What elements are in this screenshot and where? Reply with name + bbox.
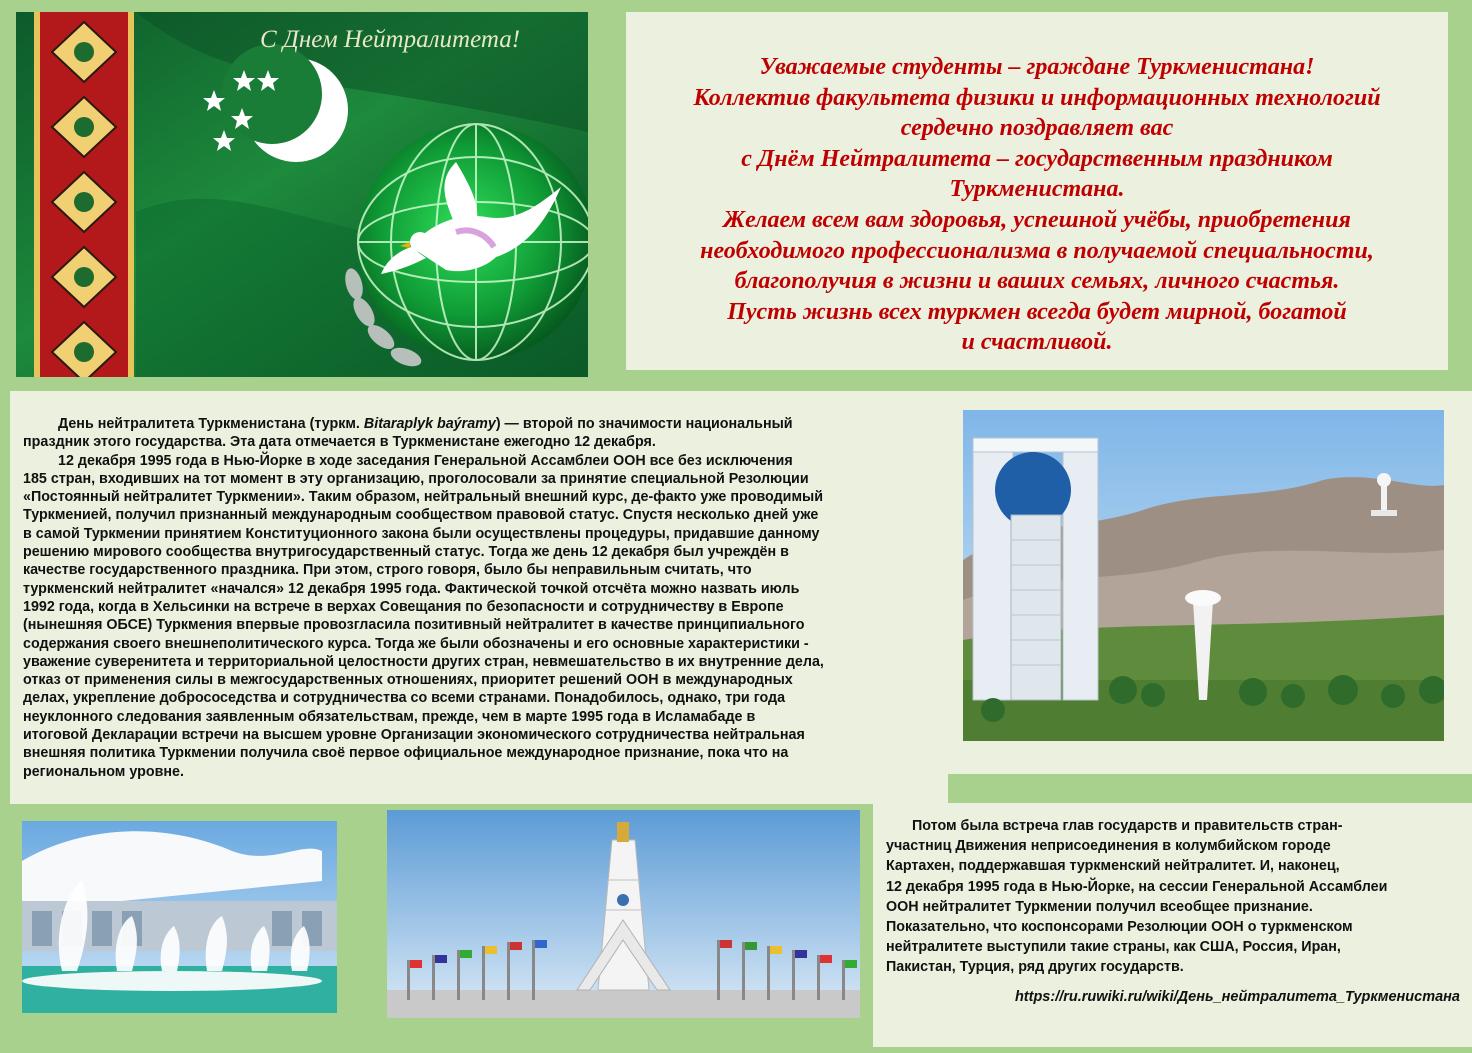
article-line: 185 стран, входивших на тот момент в эту организацию, проголосовали за принятие специальной Резолюции <box>23 470 809 487</box>
article-line: решению мирового сообщества внутригосударственный статус. Тогда же день 12 декабря был учреждён в <box>23 544 789 561</box>
bottom-line: Картахен, поддержавшая туркменский нейтралитет. И, наконец, <box>886 858 1340 875</box>
article-panel <box>10 391 948 804</box>
bottom-line: 12 декабря 1995 года в Нью-Йорке, на сессии Генеральной Ассамблеи <box>886 878 1388 895</box>
bottom-line: Показательно, что коспонсорами Резолюции ООН о туркменском <box>886 919 1353 936</box>
article-line: туркменский нейтралитет «начался» 12 декабря 1995 года. Фактической точкой отсчёта можно назвать июль <box>23 580 800 597</box>
article-line: 1992 года, когда в Хельсинки на встрече в верхах Совещания по безопасности и сотрудничеству в Европе <box>23 598 784 615</box>
article-line: отказ от применения силы в межгосударственных отношениях, приоритет решений ООН в международных <box>23 672 793 689</box>
article-line: в самой Туркмении принятием Конституционного закона были осуществлены процедуры, придавшие данному <box>23 525 820 542</box>
neutrality-day-banner <box>16 12 588 377</box>
article-text: ) — второй по значимости национальный <box>495 416 793 432</box>
greeting-line: Туркменистана. <box>949 176 1125 203</box>
greeting-line: сердечно поздравляет вас <box>900 115 1174 142</box>
greeting-line: и счастливой. <box>961 329 1113 356</box>
article-line: уважение суверенитета и территориальной целостности других стран, невмешательство в их внутренние дела, <box>23 653 824 670</box>
article-line: (нынешняя ОБСЕ) Туркмения впервые провозгласила позитивный нейтралитет в качестве принципиального <box>23 617 805 634</box>
article-line: итоговой Декларации встречи на высшем уровне Организации экономического сотрудничества нейтральная <box>23 727 805 744</box>
article-line: содержания своего внешнеполитического курса. Тогда же были обозначены и его основные характеристики - <box>23 635 809 652</box>
article-line: делах, укрепление добрососедства и сотрудничества со всеми странами. Понадобилось, однако, три года <box>23 690 786 707</box>
greeting-panel <box>626 12 1448 370</box>
article-line: региональном уровне. <box>23 763 184 780</box>
banner-caption: С Днем Нейтралитета! <box>260 26 521 53</box>
greeting-line: с Днём Нейтралитета – государственным праздником <box>741 145 1333 172</box>
article-line: внешняя политика Туркмении получила своё первое официальное международное признание, пока что на <box>23 745 789 762</box>
article-line: Туркменией, получил признанный международным сообществом правовой статус. Спустя несколько дней уже <box>23 507 819 524</box>
greeting-line: благополучия в жизни и ваших семьях, личного счастья. <box>734 268 1340 295</box>
article-term: Bitaraplyk baýramy <box>363 416 496 432</box>
source-link[interactable]: https://ru.ruwiki.ru/wiki/День_нейтралитета_Туркменистана <box>1014 989 1460 1005</box>
article-line: 12 декабря 1995 года в Нью-Йорке в ходе заседания Генеральной Ассамблеи ООН все без исключения <box>58 452 793 469</box>
bottom-text-panel <box>873 803 1472 1047</box>
greeting-line: Желаем всем вам здоровья, успешной учёбы, приобретения <box>723 206 1351 233</box>
bottom-line: ООН нейтралитет Туркмении получил всеобщее признание. <box>886 898 1313 915</box>
neutrality-monument-photo <box>387 810 860 1018</box>
bottom-line: нейтралитете выступили такие страны, как США, Россия, Иран, <box>886 939 1341 956</box>
article-line: неуклонного следования заявленным обязательствам, прежде, чем в марте 1995 года в Исламабаде в <box>23 708 756 725</box>
greeting-line: Коллектив факультета физики и информационных технологий <box>693 84 1381 111</box>
greeting-line: Уважаемые студенты – граждане Туркменистана! <box>759 54 1315 80</box>
bottom-line: Пакистан, Турция, ряд других государств. <box>886 959 1184 976</box>
article-line: «Постоянный нейтралитет Туркмении». Таким образом, нейтральный внешний курс, де-факто уже проводимый <box>23 489 824 506</box>
ashgabat-buildings-photo <box>963 410 1444 741</box>
article-line: праздник этого государства. Эта дата отмечается в Туркменистане ежегодно 12 декабря. <box>23 434 656 451</box>
greeting-line: необходимого профессионализма в получаемой специальности, <box>700 237 1374 264</box>
fountains-photo <box>22 821 337 1013</box>
greeting-line: Пусть жизнь всех туркмен всегда будет мирной, богатой <box>727 298 1347 325</box>
article-text: День нейтралитета Туркменистана (туркм. <box>58 416 364 432</box>
article-line <box>23 415 938 433</box>
article-line: качестве государственного праздника. При этом, строго говоря, было бы неправильным считать, что <box>23 562 752 579</box>
bottom-line: участниц Движения неприсоединения в колумбийском городе <box>886 838 1331 855</box>
bottom-line: Потом была встреча глав государств и правительств стран- <box>912 818 1343 834</box>
